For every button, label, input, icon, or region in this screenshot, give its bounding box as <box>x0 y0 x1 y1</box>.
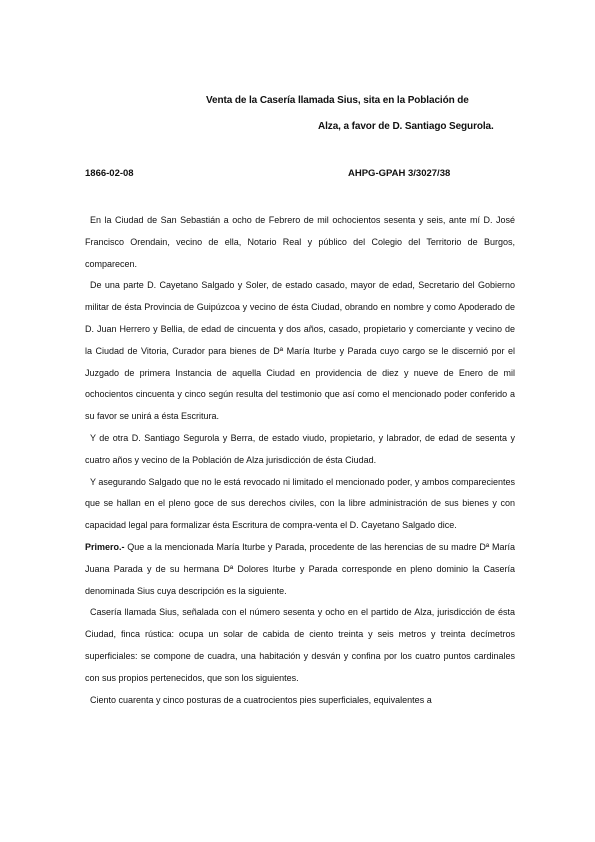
paragraph-primero-label: Primero.- <box>85 541 125 552</box>
paragraph-aseguramiento: Y asegurando Salgado que no le está revocado ni limitado el mencionado poder, y ambos comparecientes que se hallan en el pleno goce de sus derechos civiles, con la libre administración de sus bienes y con capacidad legal para formalizar ésta Escritura de compra-venta el D. Cayetano Salgado dice. <box>85 476 515 531</box>
document-title-line-1: Venta de la Casería llamada Sius, sita en la Población de <box>206 95 469 106</box>
paragraph-primero-text: Que a la mencionada María Iturbe y Parada, procedente de las herencias de su madre Dª María Juana Parada y de su hermana Dª Dolores Iturbe y Parada corresponde en pleno dominio la Casería denominada Sius cuya descripción es la siguiente. <box>85 541 515 596</box>
paragraph-primero <box>85 537 515 602</box>
paragraph-primera-parte: De una parte D. Cayetano Salgado y Soler, de estado casado, mayor de edad, Secretario del Gobierno militar de ésta Provincia de Guipúzcoa y vecino de ésta Ciudad, obrando en nombre y como Apoderado de D. Juan Herrero y Bellia, de edad de cincuenta y dos años, casado, propietario y comerciante y vecino de la Ciudad de Vitoria, Curador para bienes de Dª María Iturbe y Parada cuyo cargo se le discernió por el Juzgado de primera Instancia de aquella Ciudad en providencia de diez y nueve de Enero de mil ochocientos cincuenta y cinco según resulta del testimonio que así como el mencionado poder conferido a su favor se unirá a ésta Escritura. <box>85 280 515 422</box>
archive-reference: AHPG-GPAH 3/3027/38 <box>348 168 451 179</box>
document-title-line-2: Alza, a favor de D. Santiago Segurola. <box>318 121 494 132</box>
document-body <box>85 210 515 711</box>
paragraph-segunda-parte: Y de otra D. Santiago Segurola y Berra, de estado viudo, propietario, y labrador, de edad de sesenta y cuatro años y vecino de la Población de Alza jurisdicción de ésta Ciudad. <box>85 432 515 465</box>
paragraph-caseria-descripcion: Casería llamada Sius, señalada con el número sesenta y ocho en el partido de Alza, jurisdicción de ésta Ciudad, finca rústica: ocupa un solar de cabida de ciento treinta y seis metros y treinta decímetros superficiales: se compone de cuadra, una habitación y desván y confina por los cuatro puntos cardinales con sus propios pertenecidos, que son los siguientes. <box>85 607 515 683</box>
paragraph-posturas: Ciento cuarenta y cinco posturas de a cuatrocientos pies superficiales, equivalentes a <box>90 694 432 705</box>
document-date: 1866-02-08 <box>85 168 134 179</box>
paragraph-comparecencia: En la Ciudad de San Sebastián a ocho de Febrero de mil ochocientos sesenta y seis, ante mí D. José Francisco Orendain, vecino de ella, Notario Real y público del Colegio del Territorio de Burgos, comparecen. <box>85 215 515 269</box>
